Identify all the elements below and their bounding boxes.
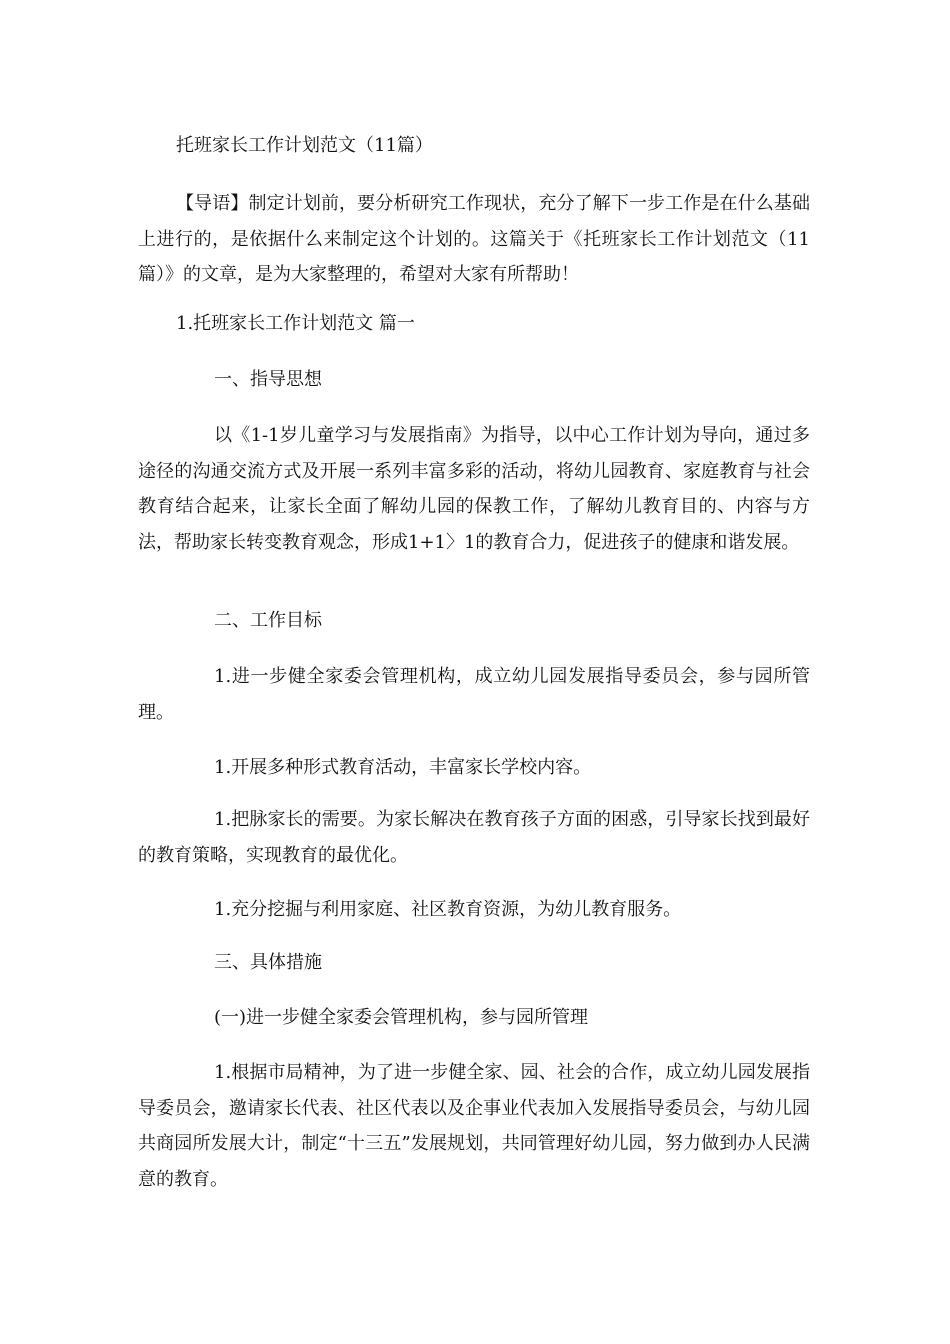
goal-item: 1.开展多种形式教育活动，丰富家长学校内容。 <box>214 757 592 778</box>
goal-item: 1.进一步健全家委会管理机构，成立幼儿园发展指导委员会，参与园所管理。 <box>138 666 810 723</box>
document-title: 托班家长工作计划范文（11篇） <box>176 135 433 156</box>
goal-item: 1.充分挖掘与利用家庭、社区教育资源，为幼儿教育服务。 <box>214 899 682 920</box>
section-heading-guiding-ideas: 一、指导思想 <box>214 369 322 390</box>
article-heading: 1.托班家长工作计划范文 篇一 <box>176 313 415 334</box>
guiding-ideas-paragraph: 以《1-1岁儿童学习与发展指南》为指导，以中心工作计划为导向，通过多途径的沟通交流方式及开展一系列丰富多彩的活动，将幼儿园教育、家庭教育与社会教育结合起来，让家长全面了解幼儿园的保教工作，了解幼儿教育目的、内容与方法，帮助家长转变教育观念，形成1+1〉1的教育合力，促进孩子的健康和谐发展。 <box>138 425 810 553</box>
section-heading-work-goals: 二、工作目标 <box>214 610 322 631</box>
intro-paragraph: 【导语】制定计划前，要分析研究工作现状，充分了解下一步工作是在什么基础上进行的，是依据什么来制定这个计划的。这篇关于《托班家长工作计划范文（11篇）》的文章，是为大家整理的，希望对大家有所帮助！ <box>138 193 810 285</box>
section-heading-measures: 三、具体措施 <box>214 952 322 973</box>
measure-paragraph: 1.根据市局精神，为了进一步健全家、园、社会的合作，成立幼儿园发展指导委员会，邀请家长代表、社区代表以及企事业代表加入发展指导委员会，与幼儿园共商园所发展大计，制定“十三五”发展规划，共同管理好幼儿园，努力做到办人民满意的教育。 <box>138 1062 810 1190</box>
measure-subheading: (一)进一步健全家委会管理机构，参与园所管理 <box>214 1007 589 1028</box>
goal-item: 1.把脉家长的需要。为家长解决在教育孩子方面的困惑，引导家长找到最好的教育策略，实现教育的最优化。 <box>138 809 810 866</box>
